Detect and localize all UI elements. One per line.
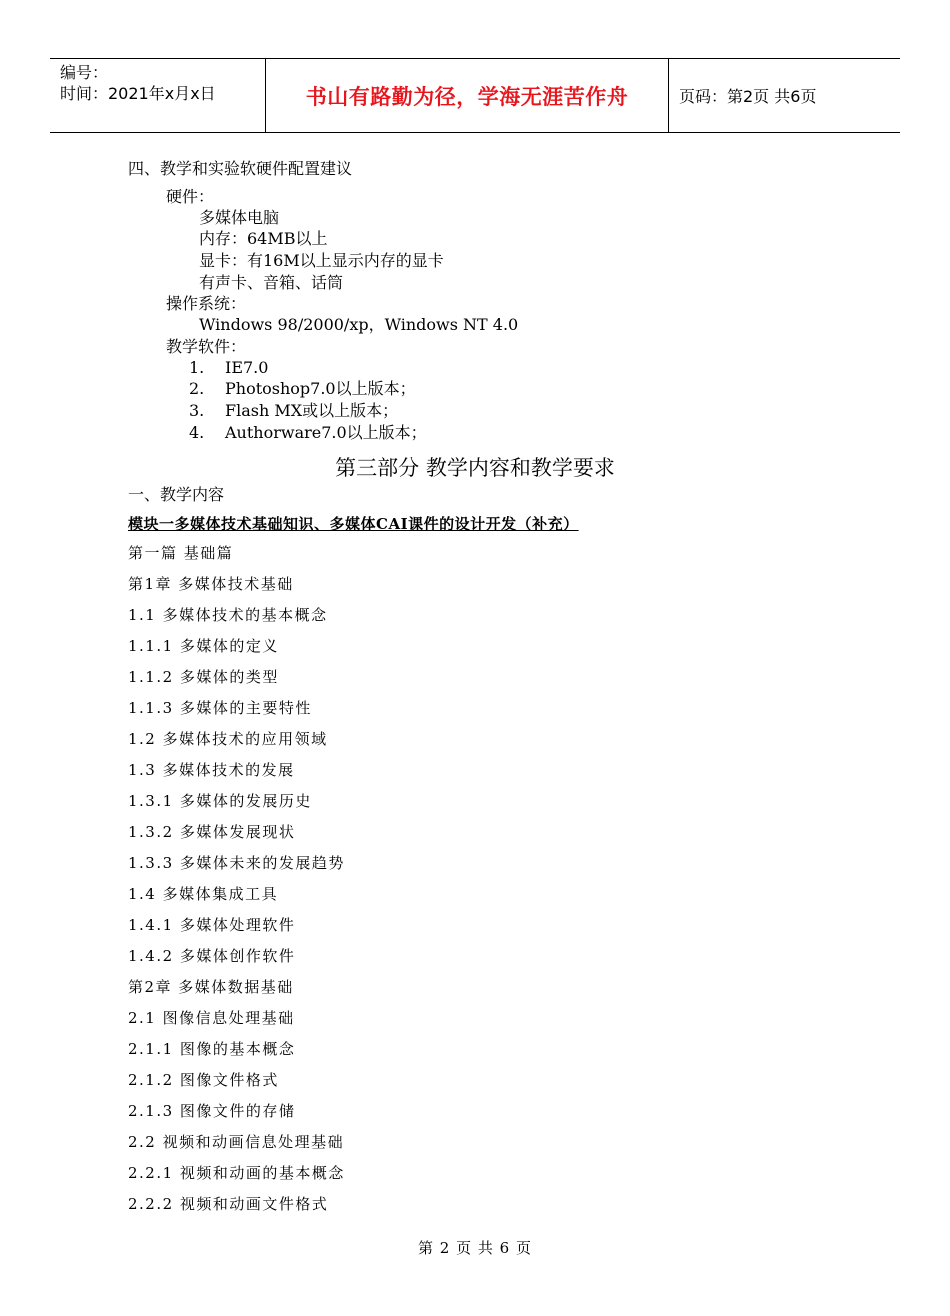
toc-entry: 2.1.3 图像文件的存储 <box>128 1102 296 1120</box>
software-name: IE7.0 <box>225 358 269 377</box>
table-of-contents <box>128 543 345 1225</box>
part-title: 第三部分 教学内容和教学要求 <box>335 456 615 480</box>
hardware-item: 内存：64MB以上 <box>199 229 328 248</box>
hardware-item: 显卡：有16M以上显示内存的显卡 <box>199 251 444 270</box>
toc-entry: 1.3 多媒体技术的发展 <box>128 761 295 779</box>
toc-entry: 2.1.2 图像文件格式 <box>128 1071 279 1089</box>
document-number-label: 编号： <box>60 63 109 82</box>
toc-entry: 1.3.1 多媒体的发展历史 <box>128 792 312 810</box>
document-date: 时间：2021年x月x日 <box>60 84 216 103</box>
page-footer: 第 2 页 共 6 页 <box>418 1239 532 1257</box>
toc-entry: 1.1.2 多媒体的类型 <box>128 668 279 686</box>
toc-entry: 1.1.3 多媒体的主要特性 <box>128 699 312 717</box>
list-number: 1. <box>189 358 205 377</box>
subsection-title: 一、教学内容 <box>128 485 225 504</box>
toc-entry: 1.3.3 多媒体未来的发展趋势 <box>128 854 345 872</box>
list-number: 3. <box>189 401 205 420</box>
toc-entry: 第2章 多媒体数据基础 <box>128 978 294 996</box>
toc-entry: 第1章 多媒体技术基础 <box>128 575 294 593</box>
header-table <box>50 58 900 133</box>
toc-entry: 1.4.2 多媒体创作软件 <box>128 947 296 965</box>
toc-entry: 1.4 多媒体集成工具 <box>128 885 279 903</box>
toc-entry: 第一篇 基础篇 <box>128 544 234 562</box>
toc-entry: 1.2 多媒体技术的应用领域 <box>128 730 328 748</box>
toc-entry: 1.3.2 多媒体发展现状 <box>128 823 296 841</box>
toc-entry: 2.1 图像信息处理基础 <box>128 1009 295 1027</box>
list-number: 2. <box>189 379 205 398</box>
software-name: Authorware7.0以上版本； <box>225 423 427 442</box>
header-page-number: 页码：第2页 共6页 <box>679 87 817 106</box>
hardware-item: 多媒体电脑 <box>199 208 280 227</box>
hardware-label: 硬件： <box>166 187 215 206</box>
module-title: 模块一多媒体技术基础知识、多媒体CAI课件的设计开发（补充） <box>128 515 579 533</box>
header-left-cell <box>50 59 266 132</box>
hardware-item: 有声卡、音箱、话筒 <box>199 273 344 292</box>
software-name: Photoshop7.0以上版本； <box>225 379 416 398</box>
software-name: Flash MX或以上版本； <box>225 401 399 420</box>
software-item <box>189 400 398 422</box>
toc-entry: 2.2.2 视频和动画文件格式 <box>128 1195 329 1213</box>
toc-entry: 1.1 多媒体技术的基本概念 <box>128 606 328 624</box>
header-motto: 书山有路勤为径，学海无涯苦作舟 <box>305 84 629 109</box>
toc-entry: 2.2 视频和动画信息处理基础 <box>128 1133 345 1151</box>
toc-entry: 1.1.1 多媒体的定义 <box>128 637 279 655</box>
toc-entry: 2.1.1 图像的基本概念 <box>128 1040 296 1058</box>
list-number: 4. <box>189 423 205 442</box>
os-label: 操作系统： <box>166 294 247 313</box>
os-value: Windows 98/2000/xp，Windows NT 4.0 <box>199 315 519 334</box>
header-page-cell <box>669 59 900 132</box>
header-motto-cell <box>266 59 669 132</box>
software-item <box>189 357 268 379</box>
software-item <box>189 378 416 400</box>
software-item <box>189 422 427 444</box>
section-title: 四、教学和实验软硬件配置建议 <box>128 159 353 178</box>
toc-entry: 2.2.1 视频和动画的基本概念 <box>128 1164 345 1182</box>
toc-entry: 1.4.1 多媒体处理软件 <box>128 916 296 934</box>
software-label: 教学软件： <box>166 337 247 356</box>
